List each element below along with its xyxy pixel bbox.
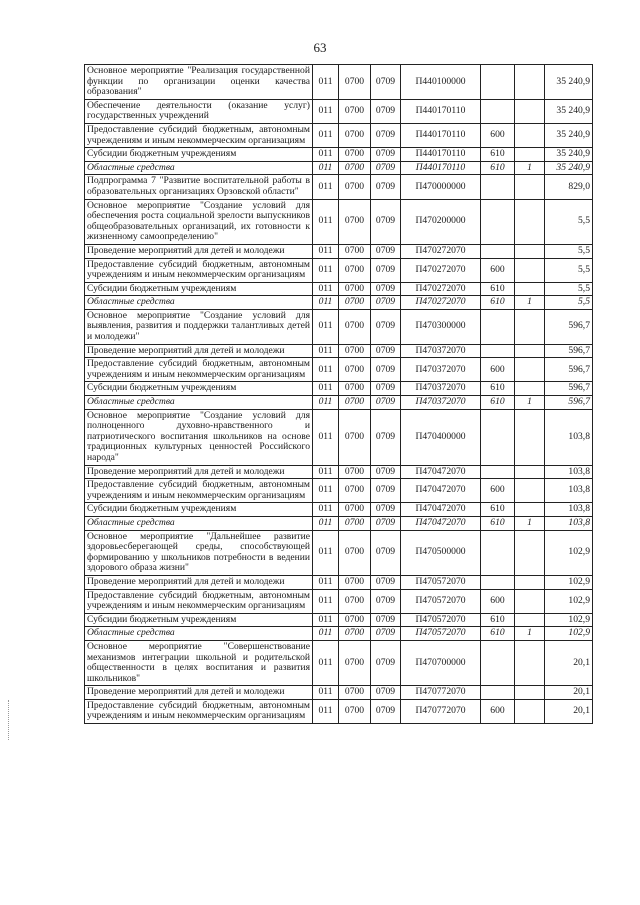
row-amount-cell: 596,7 [545,358,593,382]
row-target-article-cell: П470572070 [401,627,481,641]
table-row [85,258,593,282]
row-name-cell: Предоставление субсидий бюджетным, автономным учреждениям и иным некоммерческим организациям [85,258,313,282]
row-expense-type-cell: 600 [481,123,515,147]
row-section-cell: 0700 [339,516,371,530]
row-expense-type-cell: 610 [481,627,515,641]
table-row [85,627,593,641]
table-row [85,382,593,396]
row-name-cell: Предоставление субсидий бюджетным, автономным учреждениям и иным некоммерческим организациям [85,123,313,147]
row-section-cell: 0700 [339,148,371,162]
row-section-cell: 0700 [339,530,371,575]
row-section-cell: 0700 [339,175,371,199]
row-source-code-cell [515,123,545,147]
row-amount-cell: 35 240,9 [545,123,593,147]
row-name-cell: Областные средства [85,296,313,310]
row-subsection-cell: 0709 [371,99,401,123]
row-name-cell: Предоставление субсидий бюджетным, автономным учреждениям и иным некоммерческим организациям [85,358,313,382]
row-expense-type-cell: 610 [481,382,515,396]
row-grbs-cell: 011 [313,244,339,258]
row-target-article-cell: П470272070 [401,296,481,310]
row-source-code-cell: 1 [515,296,545,310]
row-source-code-cell: 1 [515,627,545,641]
row-expense-type-cell [481,244,515,258]
row-name-cell: Субсидии бюджетным учреждениям [85,282,313,296]
row-target-article-cell: П470400000 [401,409,481,465]
row-section-cell: 0700 [339,296,371,310]
row-subsection-cell: 0709 [371,465,401,479]
page-number: 63 [313,40,327,55]
row-expense-type-cell [481,686,515,700]
row-amount-cell: 102,9 [545,530,593,575]
row-expense-type-cell: 600 [481,258,515,282]
row-amount-cell: 596,7 [545,309,593,344]
row-source-code-cell [515,175,545,199]
row-subsection-cell: 0709 [371,686,401,700]
row-expense-type-cell: 610 [481,282,515,296]
row-section-cell: 0700 [339,503,371,517]
row-expense-type-cell [481,99,515,123]
row-name-cell: Субсидии бюджетным учреждениям [85,503,313,517]
row-target-article-cell: П470472070 [401,516,481,530]
row-expense-type-cell [481,175,515,199]
row-source-code-cell [515,699,545,723]
row-name-cell: Областные средства [85,627,313,641]
row-target-article-cell: П470572070 [401,613,481,627]
row-name-cell: Основное мероприятие "Реализация государственной функции по организации оценки качества образования" [85,65,313,100]
row-grbs-cell: 011 [313,382,339,396]
row-section-cell: 0700 [339,258,371,282]
row-grbs-cell: 011 [313,199,339,244]
table-row [85,309,593,344]
row-name-cell: Проведение мероприятий для детей и молодежи [85,575,313,589]
row-name-cell: Проведение мероприятий для детей и молодежи [85,465,313,479]
row-section-cell: 0700 [339,396,371,410]
row-subsection-cell: 0709 [371,589,401,613]
row-expense-type-cell: 610 [481,396,515,410]
row-grbs-cell: 011 [313,258,339,282]
row-expense-type-cell: 610 [481,503,515,517]
row-target-article-cell: П470572070 [401,589,481,613]
row-subsection-cell: 0709 [371,309,401,344]
row-amount-cell: 103,8 [545,409,593,465]
row-name-cell: Основное мероприятие "Совершенствование механизмов интеграции школьной и родительской общественности в целях воспитания и развития школьников" [85,640,313,685]
row-source-code-cell [515,465,545,479]
row-grbs-cell: 011 [313,161,339,175]
row-grbs-cell: 011 [313,396,339,410]
row-grbs-cell: 011 [313,479,339,503]
row-subsection-cell: 0709 [371,409,401,465]
table-row [85,589,593,613]
table-row [85,123,593,147]
row-source-code-cell [515,199,545,244]
table-row [85,699,593,723]
row-amount-cell: 103,8 [545,465,593,479]
row-subsection-cell: 0709 [371,382,401,396]
row-amount-cell: 5,5 [545,282,593,296]
row-section-cell: 0700 [339,99,371,123]
table-row [85,99,593,123]
row-amount-cell: 35 240,9 [545,161,593,175]
row-name-cell: Предоставление субсидий бюджетным, автономным учреждениям и иным некоммерческим организациям [85,589,313,613]
row-subsection-cell: 0709 [371,175,401,199]
row-section-cell: 0700 [339,479,371,503]
row-name-cell: Основное мероприятие "Создание условий для обеспечения роста социальной зрелости выпускников общеобразовательных организаций, их готовности к жизненному самоопределению" [85,199,313,244]
row-subsection-cell: 0709 [371,258,401,282]
row-name-cell: Областные средства [85,161,313,175]
row-source-code-cell [515,479,545,503]
row-source-code-cell [515,382,545,396]
row-amount-cell: 103,8 [545,516,593,530]
row-amount-cell: 35 240,9 [545,99,593,123]
row-source-code-cell: 1 [515,161,545,175]
row-target-article-cell: П470300000 [401,309,481,344]
row-grbs-cell: 011 [313,123,339,147]
row-expense-type-cell [481,409,515,465]
row-subsection-cell: 0709 [371,65,401,100]
row-amount-cell: 35 240,9 [545,148,593,162]
row-target-article-cell: П440170110 [401,123,481,147]
row-source-code-cell [515,65,545,100]
row-name-cell: Обеспечение деятельности (оказание услуг) государственных учреждений [85,99,313,123]
row-amount-cell: 20,1 [545,699,593,723]
row-source-code-cell [515,589,545,613]
row-amount-cell: 102,9 [545,613,593,627]
table-row [85,575,593,589]
row-expense-type-cell: 610 [481,148,515,162]
row-name-cell: Основное мероприятие "Создание условий для выявления, развития и поддержки талантливых детей и молодежи" [85,309,313,344]
row-name-cell: Областные средства [85,516,313,530]
row-grbs-cell: 011 [313,358,339,382]
row-grbs-cell: 011 [313,175,339,199]
row-amount-cell: 102,9 [545,627,593,641]
row-subsection-cell: 0709 [371,344,401,358]
row-name-cell: Предоставление субсидий бюджетным, автономным учреждениям и иным некоммерческим организациям [85,479,313,503]
row-subsection-cell: 0709 [371,244,401,258]
row-grbs-cell: 011 [313,309,339,344]
row-grbs-cell: 011 [313,503,339,517]
table-row [85,465,593,479]
row-target-article-cell: П470272070 [401,244,481,258]
row-target-article-cell: П440170110 [401,99,481,123]
row-target-article-cell: П470472070 [401,479,481,503]
row-amount-cell: 20,1 [545,686,593,700]
row-grbs-cell: 011 [313,409,339,465]
row-target-article-cell: П470200000 [401,199,481,244]
row-source-code-cell [515,258,545,282]
row-subsection-cell: 0709 [371,296,401,310]
table-row [85,640,593,685]
row-section-cell: 0700 [339,627,371,641]
budget-table-body [85,65,593,724]
row-subsection-cell: 0709 [371,575,401,589]
row-expense-type-cell: 600 [481,699,515,723]
row-amount-cell: 5,5 [545,258,593,282]
row-subsection-cell: 0709 [371,640,401,685]
row-subsection-cell: 0709 [371,358,401,382]
row-target-article-cell: П470472070 [401,503,481,517]
row-target-article-cell: П470372070 [401,358,481,382]
row-amount-cell: 596,7 [545,344,593,358]
row-grbs-cell: 011 [313,640,339,685]
row-subsection-cell: 0709 [371,479,401,503]
row-section-cell: 0700 [339,65,371,100]
row-expense-type-cell: 610 [481,613,515,627]
row-target-article-cell: П440100000 [401,65,481,100]
row-expense-type-cell [481,199,515,244]
row-subsection-cell: 0709 [371,530,401,575]
row-target-article-cell: П470472070 [401,465,481,479]
table-row [85,686,593,700]
row-name-cell: Основное мероприятие "Создание условий для полноценного духовно-нравственного и патриотического воспитания школьников на основе традиционных культурных ценностей Российского народа" [85,409,313,465]
row-section-cell: 0700 [339,686,371,700]
row-expense-type-cell [481,65,515,100]
row-name-cell: Субсидии бюджетным учреждениям [85,382,313,396]
table-row [85,396,593,410]
row-grbs-cell: 011 [313,282,339,296]
row-source-code-cell [515,613,545,627]
row-section-cell: 0700 [339,699,371,723]
row-grbs-cell: 011 [313,296,339,310]
row-subsection-cell: 0709 [371,516,401,530]
row-expense-type-cell: 600 [481,479,515,503]
row-amount-cell: 103,8 [545,479,593,503]
row-expense-type-cell: 610 [481,516,515,530]
table-row [85,344,593,358]
row-subsection-cell: 0709 [371,503,401,517]
row-source-code-cell [515,282,545,296]
row-amount-cell: 829,0 [545,175,593,199]
row-name-cell: Проведение мероприятий для детей и молодежи [85,686,313,700]
row-expense-type-cell [481,309,515,344]
row-amount-cell: 102,9 [545,589,593,613]
row-name-cell: Субсидии бюджетным учреждениям [85,613,313,627]
row-source-code-cell [515,575,545,589]
budget-table [84,64,593,724]
table-row [85,479,593,503]
row-source-code-cell [515,309,545,344]
row-source-code-cell [515,99,545,123]
row-amount-cell: 103,8 [545,503,593,517]
row-target-article-cell: П470772070 [401,686,481,700]
row-amount-cell: 102,9 [545,575,593,589]
row-source-code-cell [515,148,545,162]
table-row [85,65,593,100]
row-target-article-cell: П470500000 [401,530,481,575]
row-source-code-cell [515,530,545,575]
row-subsection-cell: 0709 [371,613,401,627]
row-subsection-cell: 0709 [371,627,401,641]
table-row [85,199,593,244]
table-row [85,244,593,258]
row-expense-type-cell [481,465,515,479]
row-target-article-cell: П470272070 [401,282,481,296]
row-expense-type-cell [481,344,515,358]
row-grbs-cell: 011 [313,516,339,530]
row-target-article-cell: П470372070 [401,396,481,410]
row-source-code-cell: 1 [515,396,545,410]
row-subsection-cell: 0709 [371,148,401,162]
row-source-code-cell: 1 [515,516,545,530]
row-grbs-cell: 011 [313,613,339,627]
row-section-cell: 0700 [339,465,371,479]
row-expense-type-cell: 600 [481,589,515,613]
row-grbs-cell: 011 [313,465,339,479]
row-expense-type-cell [481,640,515,685]
row-name-cell: Областные средства [85,396,313,410]
table-row [85,296,593,310]
table-row [85,530,593,575]
table-row [85,282,593,296]
row-section-cell: 0700 [339,199,371,244]
row-section-cell: 0700 [339,309,371,344]
row-section-cell: 0700 [339,282,371,296]
row-expense-type-cell: 600 [481,358,515,382]
row-target-article-cell: П470372070 [401,344,481,358]
row-name-cell: Предоставление субсидий бюджетным, автономным учреждениям и иным некоммерческим организациям [85,699,313,723]
row-name-cell: Проведение мероприятий для детей и молодежи [85,244,313,258]
row-name-cell: Субсидии бюджетным учреждениям [85,148,313,162]
row-amount-cell: 596,7 [545,396,593,410]
row-target-article-cell: П470572070 [401,575,481,589]
table-row [85,358,593,382]
row-grbs-cell: 011 [313,699,339,723]
row-target-article-cell: П470272070 [401,258,481,282]
row-target-article-cell: П470000000 [401,175,481,199]
row-section-cell: 0700 [339,123,371,147]
row-section-cell: 0700 [339,244,371,258]
table-row [85,161,593,175]
row-subsection-cell: 0709 [371,699,401,723]
row-section-cell: 0700 [339,589,371,613]
row-grbs-cell: 011 [313,686,339,700]
row-target-article-cell: П440170110 [401,161,481,175]
row-target-article-cell: П470372070 [401,382,481,396]
row-grbs-cell: 011 [313,344,339,358]
row-grbs-cell: 011 [313,65,339,100]
table-row [85,516,593,530]
row-source-code-cell [515,686,545,700]
row-grbs-cell: 011 [313,575,339,589]
row-subsection-cell: 0709 [371,396,401,410]
row-source-code-cell [515,409,545,465]
row-expense-type-cell: 610 [481,161,515,175]
row-amount-cell: 20,1 [545,640,593,685]
row-subsection-cell: 0709 [371,199,401,244]
margin-mark [8,700,10,740]
row-source-code-cell [515,344,545,358]
row-source-code-cell [515,640,545,685]
row-subsection-cell: 0709 [371,161,401,175]
table-row [85,409,593,465]
row-section-cell: 0700 [339,613,371,627]
table-row [85,503,593,517]
row-name-cell: Проведение мероприятий для детей и молодежи [85,344,313,358]
row-grbs-cell: 011 [313,627,339,641]
row-grbs-cell: 011 [313,148,339,162]
row-source-code-cell [515,503,545,517]
row-grbs-cell: 011 [313,99,339,123]
row-name-cell: Основное мероприятие "Дальнейшее развитие здоровьесберегающей среды, способствующей формированию у школьников потребности в ведении здорового образа жизни" [85,530,313,575]
row-section-cell: 0700 [339,640,371,685]
row-target-article-cell: П470772070 [401,699,481,723]
row-amount-cell: 5,5 [545,244,593,258]
row-grbs-cell: 011 [313,530,339,575]
row-amount-cell: 5,5 [545,199,593,244]
row-source-code-cell [515,244,545,258]
row-expense-type-cell [481,575,515,589]
row-section-cell: 0700 [339,358,371,382]
row-source-code-cell [515,358,545,382]
row-section-cell: 0700 [339,344,371,358]
row-grbs-cell: 011 [313,589,339,613]
row-section-cell: 0700 [339,382,371,396]
table-row [85,175,593,199]
row-section-cell: 0700 [339,161,371,175]
row-section-cell: 0700 [339,575,371,589]
row-subsection-cell: 0709 [371,282,401,296]
row-target-article-cell: П470700000 [401,640,481,685]
row-amount-cell: 596,7 [545,382,593,396]
table-row [85,148,593,162]
row-expense-type-cell: 610 [481,296,515,310]
row-expense-type-cell [481,530,515,575]
row-subsection-cell: 0709 [371,123,401,147]
row-target-article-cell: П440170110 [401,148,481,162]
row-amount-cell: 5,5 [545,296,593,310]
row-section-cell: 0700 [339,409,371,465]
row-name-cell: Подпрограмма 7 "Развитие воспитательной работы в образовательных организациях Орзовской области" [85,175,313,199]
table-row [85,613,593,627]
row-amount-cell: 35 240,9 [545,65,593,100]
